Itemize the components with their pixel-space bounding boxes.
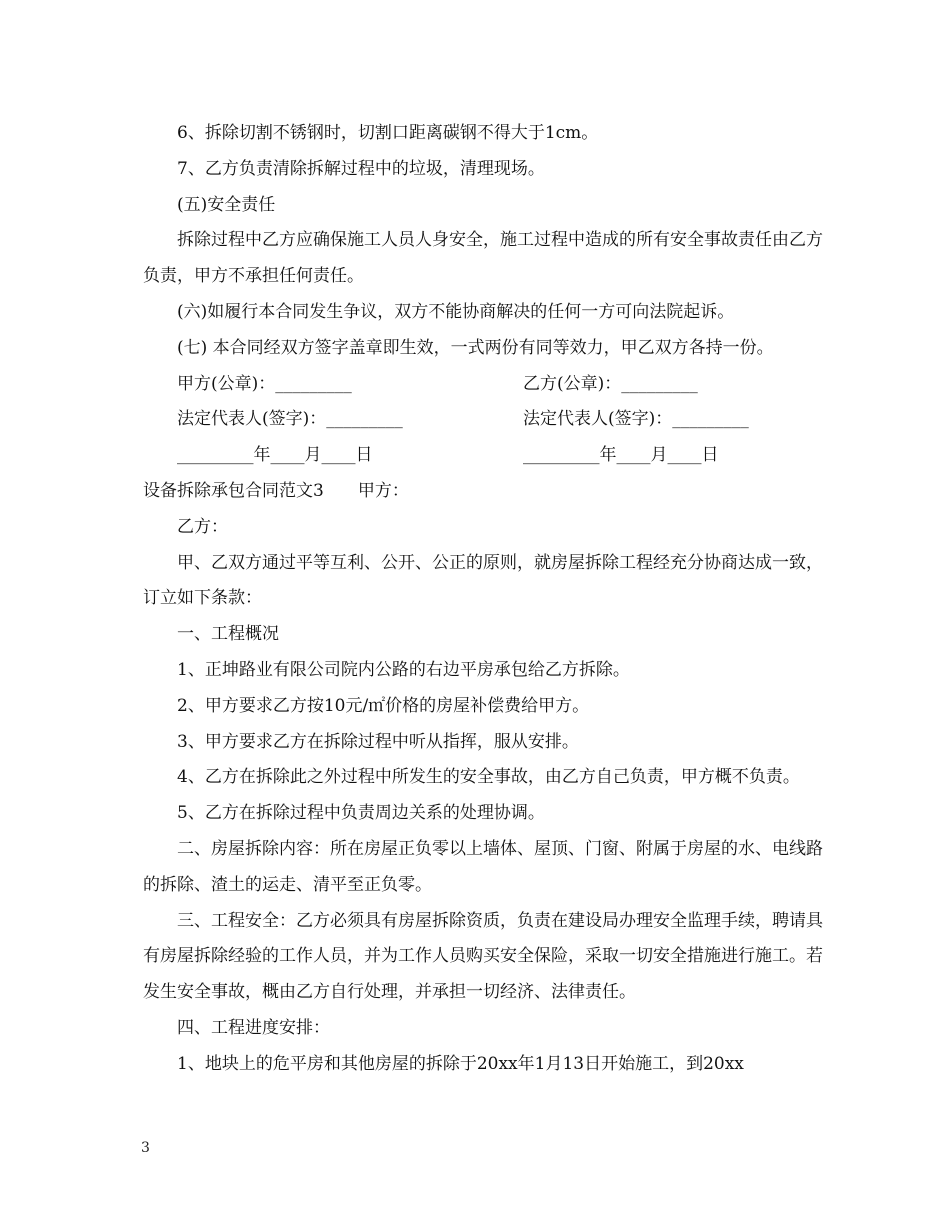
paragraph: 拆除过程中乙方应确保施工人员人身安全，施工过程中造成的所有安全事故责任由乙方负责，甲方不承担任何责任。 [143, 230, 823, 287]
paragraph: 甲、乙双方通过平等互利、公开、公正的原则，就房屋拆除工程经充分协商达成一致，订立如下条款： [143, 552, 823, 609]
contract-title-heading: 设备拆除承包合同范文3 甲方： [143, 480, 409, 501]
paragraph: (七) 本合同经双方签字盖章即生效，一式两份有同等效力，甲乙双方各持一份。 [177, 337, 774, 358]
paragraph: 5、乙方在拆除过程中负责周边关系的处理协调。 [177, 803, 545, 824]
party-a-representative-line: 法定代表人(签字)：_________ [177, 409, 403, 430]
party-b-representative-line: 法定代表人(签字)：_________ [523, 409, 749, 430]
paragraph: 4、乙方在拆除此之外过程中所发生的安全事故，由乙方自己负责，甲方概不负责。 [177, 767, 800, 788]
page-number: 3 [141, 1140, 150, 1156]
signature-row-date [143, 438, 823, 474]
paragraph: 1、地块上的危平房和其他房屋的拆除于20xx年1月13日开始施工，到20xx [177, 1053, 744, 1074]
paragraph: 7、乙方负责清除拆解过程中的垃圾，清理现场。 [177, 158, 545, 179]
signature-row-representative [143, 402, 823, 438]
section-heading-overview: 一、工程概况 [177, 624, 279, 645]
paragraph: 2、甲方要求乙方按10元/㎡价格的房屋补偿费给甲方。 [177, 695, 590, 716]
section-heading-schedule: 四、工程进度安排： [177, 1017, 330, 1038]
section-heading-engineering-safety: 三、工程安全：乙方必须具有房屋拆除资质，负责在建设局办理安全监理手续，聘请具有房屋拆除经验的工作人员，并为工作人员购买安全保险，采取一切安全措施进行施工。若发生安全事故，概由乙方自行处理，并承担一切经济、法律责任。 [143, 910, 823, 1003]
party-a-date-line: _________年____月____日 [177, 445, 373, 466]
paragraph: (六)如履行本合同发生争议，双方不能协商解决的任何一方可向法院起诉。 [177, 301, 735, 322]
paragraph: 1、正坤路业有限公司院内公路的右边平房承包给乙方拆除。 [177, 659, 630, 680]
document-body [143, 116, 823, 1083]
party-b-date-line: _________年____月____日 [523, 445, 719, 466]
paragraph: 6、拆除切割不锈钢时，切割口距离碳钢不得大于1cm。 [177, 123, 599, 143]
section-heading-demolition-content: 二、房屋拆除内容：所在房屋正负零以上墙体、屋顶、门窗、附属于房屋的水、电线路的拆除、渣土的运走、清平至正负零。 [143, 838, 823, 895]
party-a-seal-line: 甲方(公章)：_________ [177, 373, 352, 394]
section-heading-safety: (五)安全责任 [177, 194, 276, 215]
paragraph: 3、甲方要求乙方在拆除过程中听从指挥，服从安排。 [177, 731, 579, 752]
signature-row-party [143, 367, 823, 403]
party-b-label: 乙方： [177, 516, 228, 537]
party-b-seal-line: 乙方(公章)：_________ [523, 373, 698, 394]
